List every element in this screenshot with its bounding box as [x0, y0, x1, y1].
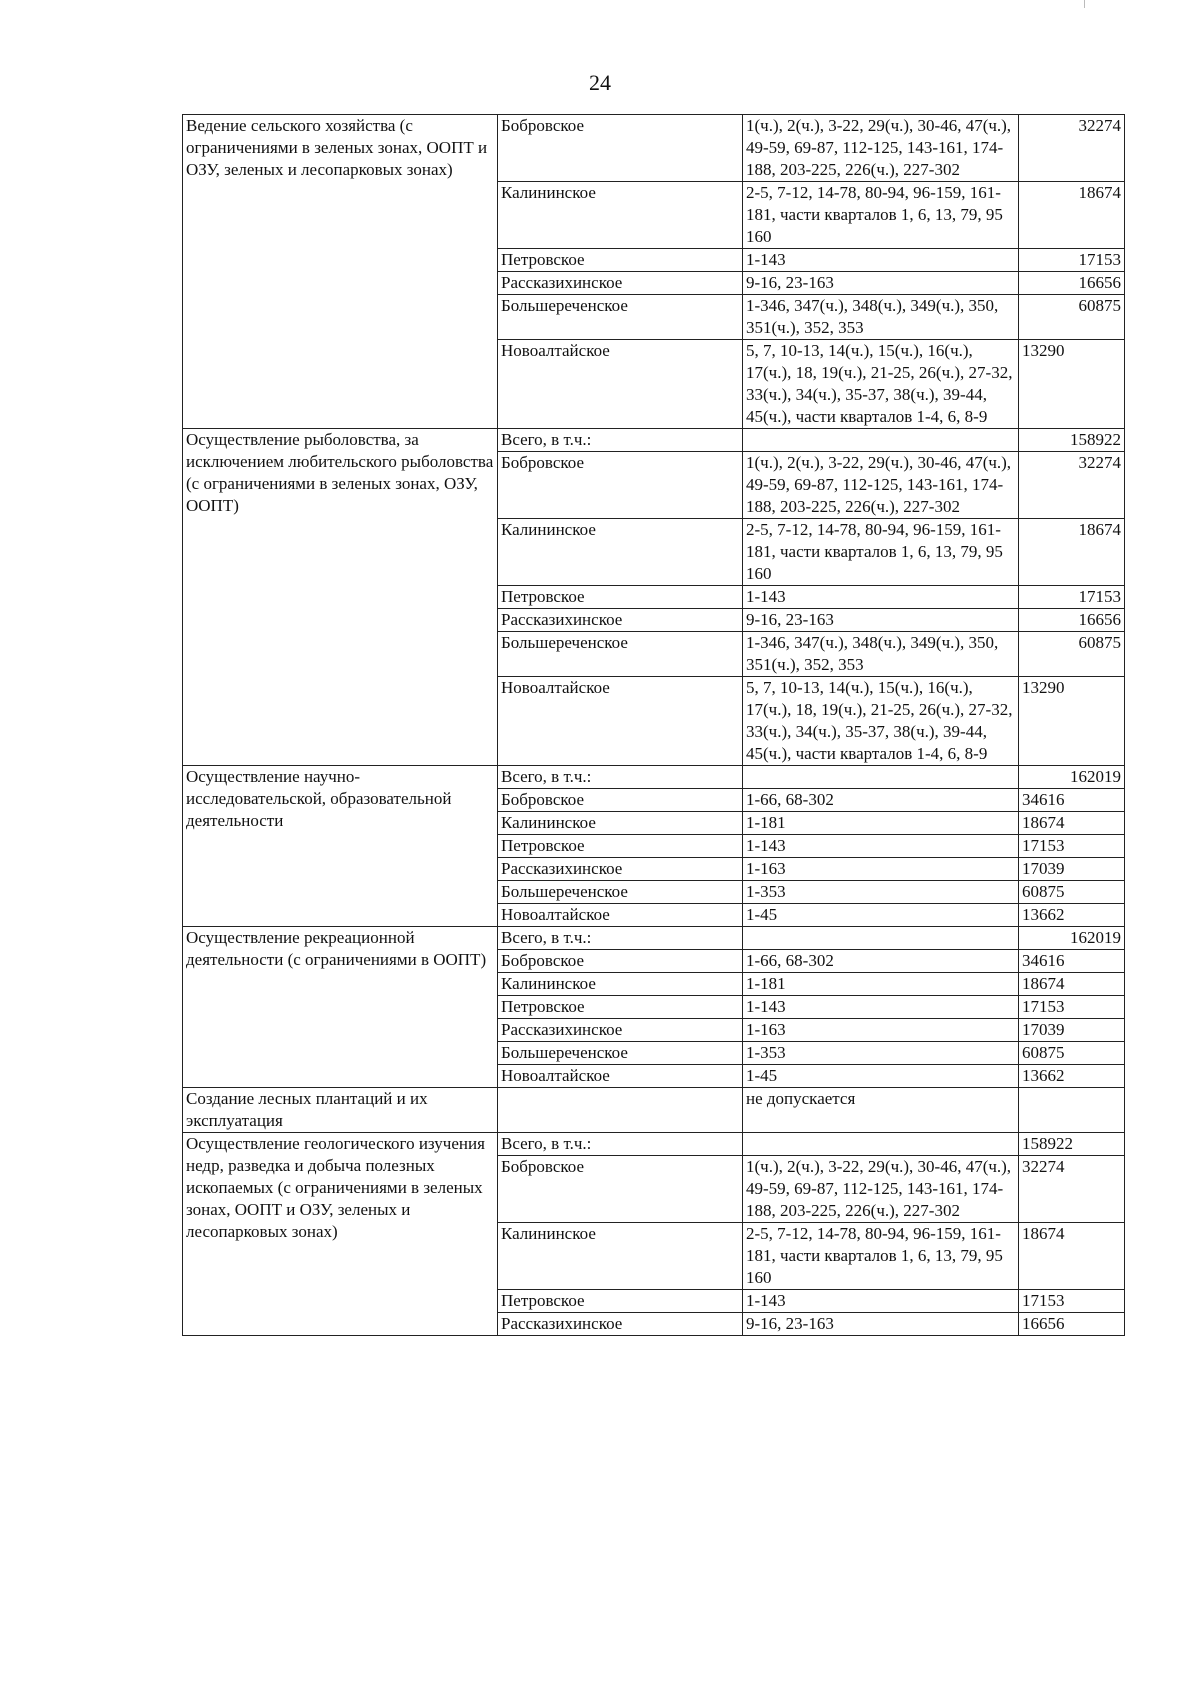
forestry-cell: Калининское — [498, 812, 743, 835]
quarters-cell: 5, 7, 10-13, 14(ч.), 15(ч.), 16(ч.), 17(ч.), 18, 19(ч.), 21-25, 26(ч.), 27-32, 33(ч.), 34(ч.), 35-37, 38(ч.), 39-44, 45(ч.), части кварталов 1-4, 6, 8-9 — [743, 340, 1019, 429]
quarters-cell: 5, 7, 10-13, 14(ч.), 15(ч.), 16(ч.), 17(ч.), 18, 19(ч.), 21-25, 26(ч.), 27-32, 33(ч.), 34(ч.), 35-37, 38(ч.), 39-44, 45(ч.), части кварталов 1-4, 6, 8-9 — [743, 677, 1019, 766]
forestry-cell: Петровское — [498, 249, 743, 272]
quarters-cell: 1-353 — [743, 881, 1019, 904]
area-cell: 17039 — [1019, 858, 1125, 881]
forestry-cell: Рассказихинское — [498, 1019, 743, 1042]
area-cell: 17153 — [1019, 249, 1125, 272]
area-cell: 32274 — [1019, 1156, 1125, 1223]
quarters-cell: 1-163 — [743, 1019, 1019, 1042]
area-cell: 18674 — [1019, 973, 1125, 996]
quarters-cell: 1-143 — [743, 586, 1019, 609]
quarters-cell: 1(ч.), 2(ч.), 3-22, 29(ч.), 30-46, 47(ч.), 49-59, 69-87, 112-125, 143-161, 174-188, 203-225, 226(ч.), 227-302 — [743, 452, 1019, 519]
quarters-cell: 1-143 — [743, 835, 1019, 858]
forestry-cell: Рассказихинское — [498, 858, 743, 881]
area-cell: 17153 — [1019, 835, 1125, 858]
forestry-cell: Рассказихинское — [498, 609, 743, 632]
forestry-cell: Большереченское — [498, 1042, 743, 1065]
area-cell: 32274 — [1019, 115, 1125, 182]
area-cell: 18674 — [1019, 1223, 1125, 1290]
quarters-cell: 1-181 — [743, 973, 1019, 996]
area-cell: 17153 — [1019, 586, 1125, 609]
forestry-cell: Новоалтайское — [498, 1065, 743, 1088]
activity-cell: Осуществление геологического изучения недр, разведка и добыча полезных ископаемых (с ограничениями в зеленых зонах, ООПТ и ОЗУ, зеленых и лесопарковых зонах) — [183, 1133, 498, 1336]
forestry-cell: Всего, в т.ч.: — [498, 766, 743, 789]
quarters-cell: 1-45 — [743, 1065, 1019, 1088]
area-cell: 18674 — [1019, 182, 1125, 249]
forestry-cell: Бобровское — [498, 452, 743, 519]
forestry-cell: Бобровское — [498, 789, 743, 812]
area-cell: 32274 — [1019, 452, 1125, 519]
forestry-cell: Большереченское — [498, 295, 743, 340]
forestry-cell: Всего, в т.ч.: — [498, 429, 743, 452]
forestry-cell: Бобровское — [498, 115, 743, 182]
table-row — [183, 1133, 1125, 1156]
forestry-cell: Большереченское — [498, 881, 743, 904]
quarters-cell: 1-346, 347(ч.), 348(ч.), 349(ч.), 350, 351(ч.), 352, 353 — [743, 295, 1019, 340]
forestry-cell: Бобровское — [498, 1156, 743, 1223]
forestry-cell: Калининское — [498, 1223, 743, 1290]
scan-mark — [1084, 0, 1085, 8]
area-cell: 18674 — [1019, 812, 1125, 835]
forestry-cell: Калининское — [498, 519, 743, 586]
quarters-cell: 1-143 — [743, 1290, 1019, 1313]
forestry-cell: Новоалтайское — [498, 340, 743, 429]
forestry-cell: Петровское — [498, 1290, 743, 1313]
quarters-cell: 1-143 — [743, 996, 1019, 1019]
area-cell: 17153 — [1019, 1290, 1125, 1313]
area-cell: 60875 — [1019, 632, 1125, 677]
forestry-cell: Рассказихинское — [498, 272, 743, 295]
page-number: 24 — [589, 70, 611, 95]
quarters-cell: 9-16, 23-163 — [743, 609, 1019, 632]
quarters-cell — [743, 1133, 1019, 1156]
area-cell: 162019 — [1019, 927, 1125, 950]
area-cell: 60875 — [1019, 295, 1125, 340]
quarters-cell: 1-353 — [743, 1042, 1019, 1065]
table-row — [183, 927, 1125, 950]
area-cell: 16656 — [1019, 609, 1125, 632]
area-cell: 13290 — [1019, 677, 1125, 766]
forestry-cell: Петровское — [498, 586, 743, 609]
forestry-cell: Петровское — [498, 996, 743, 1019]
area-cell: 18674 — [1019, 519, 1125, 586]
activity-cell: Создание лесных плантаций и их эксплуатация — [183, 1088, 498, 1133]
quarters-cell: 1-346, 347(ч.), 348(ч.), 349(ч.), 350, 351(ч.), 352, 353 — [743, 632, 1019, 677]
quarters-cell — [743, 927, 1019, 950]
quarters-cell — [743, 766, 1019, 789]
forestry-cell: Большереченское — [498, 632, 743, 677]
forestry-cell: Рассказихинское — [498, 1313, 743, 1336]
area-cell: 34616 — [1019, 789, 1125, 812]
quarters-cell: 1-181 — [743, 812, 1019, 835]
forestry-cell — [498, 1088, 743, 1133]
quarters-cell: 1-143 — [743, 249, 1019, 272]
area-cell: 13662 — [1019, 904, 1125, 927]
forestry-cell: Бобровское — [498, 950, 743, 973]
quarters-cell: 1-45 — [743, 904, 1019, 927]
land-use-table-body — [183, 115, 1125, 1336]
activity-cell: Осуществление научно-исследовательской, образовательной деятельности — [183, 766, 498, 927]
forestry-cell: Калининское — [498, 182, 743, 249]
quarters-cell: 2-5, 7-12, 14-78, 80-94, 96-159, 161-181, части кварталов 1, 6, 13, 79, 95 160 — [743, 519, 1019, 586]
area-cell: 158922 — [1019, 429, 1125, 452]
activity-cell: Ведение сельского хозяйства (с ограничениями в зеленых зонах, ООПТ и ОЗУ, зеленых и лесопарковых зонах) — [183, 115, 498, 429]
area-cell: 60875 — [1019, 1042, 1125, 1065]
activity-cell: Осуществление рыболовства, за исключением любительского рыболовства (с ограничениями в зеленых зонах, ОЗУ, ООПТ) — [183, 429, 498, 766]
quarters-cell — [743, 429, 1019, 452]
table-row — [183, 429, 1125, 452]
quarters-cell: 1-66, 68-302 — [743, 950, 1019, 973]
area-cell — [1019, 1088, 1125, 1133]
forestry-cell: Всего, в т.ч.: — [498, 927, 743, 950]
area-cell: 13290 — [1019, 340, 1125, 429]
quarters-cell: 1(ч.), 2(ч.), 3-22, 29(ч.), 30-46, 47(ч.), 49-59, 69-87, 112-125, 143-161, 174-188, 203-225, 226(ч.), 227-302 — [743, 115, 1019, 182]
land-use-table — [182, 114, 1125, 1336]
table-row — [183, 1088, 1125, 1133]
area-cell: 158922 — [1019, 1133, 1125, 1156]
area-cell: 13662 — [1019, 1065, 1125, 1088]
quarters-cell: 9-16, 23-163 — [743, 1313, 1019, 1336]
table-row — [183, 115, 1125, 182]
quarters-cell: 1-66, 68-302 — [743, 789, 1019, 812]
table-row — [183, 766, 1125, 789]
area-cell: 16656 — [1019, 1313, 1125, 1336]
area-cell: 16656 — [1019, 272, 1125, 295]
forestry-cell: Петровское — [498, 835, 743, 858]
activity-cell: Осуществление рекреационной деятельности (с ограничениями в ООПТ) — [183, 927, 498, 1088]
area-cell: 34616 — [1019, 950, 1125, 973]
quarters-cell: 9-16, 23-163 — [743, 272, 1019, 295]
area-cell: 17039 — [1019, 1019, 1125, 1042]
quarters-cell: 2-5, 7-12, 14-78, 80-94, 96-159, 161-181, части кварталов 1, 6, 13, 79, 95 160 — [743, 182, 1019, 249]
area-cell: 162019 — [1019, 766, 1125, 789]
quarters-cell: 1-163 — [743, 858, 1019, 881]
quarters-cell: 1(ч.), 2(ч.), 3-22, 29(ч.), 30-46, 47(ч.), 49-59, 69-87, 112-125, 143-161, 174-188, 203-225, 226(ч.), 227-302 — [743, 1156, 1019, 1223]
forestry-cell: Новоалтайское — [498, 904, 743, 927]
forestry-cell: Всего, в т.ч.: — [498, 1133, 743, 1156]
quarters-cell: 2-5, 7-12, 14-78, 80-94, 96-159, 161-181, части кварталов 1, 6, 13, 79, 95 160 — [743, 1223, 1019, 1290]
forestry-cell: Новоалтайское — [498, 677, 743, 766]
area-cell: 17153 — [1019, 996, 1125, 1019]
quarters-cell: не допускается — [743, 1088, 1019, 1133]
area-cell: 60875 — [1019, 881, 1125, 904]
forestry-cell: Калининское — [498, 973, 743, 996]
